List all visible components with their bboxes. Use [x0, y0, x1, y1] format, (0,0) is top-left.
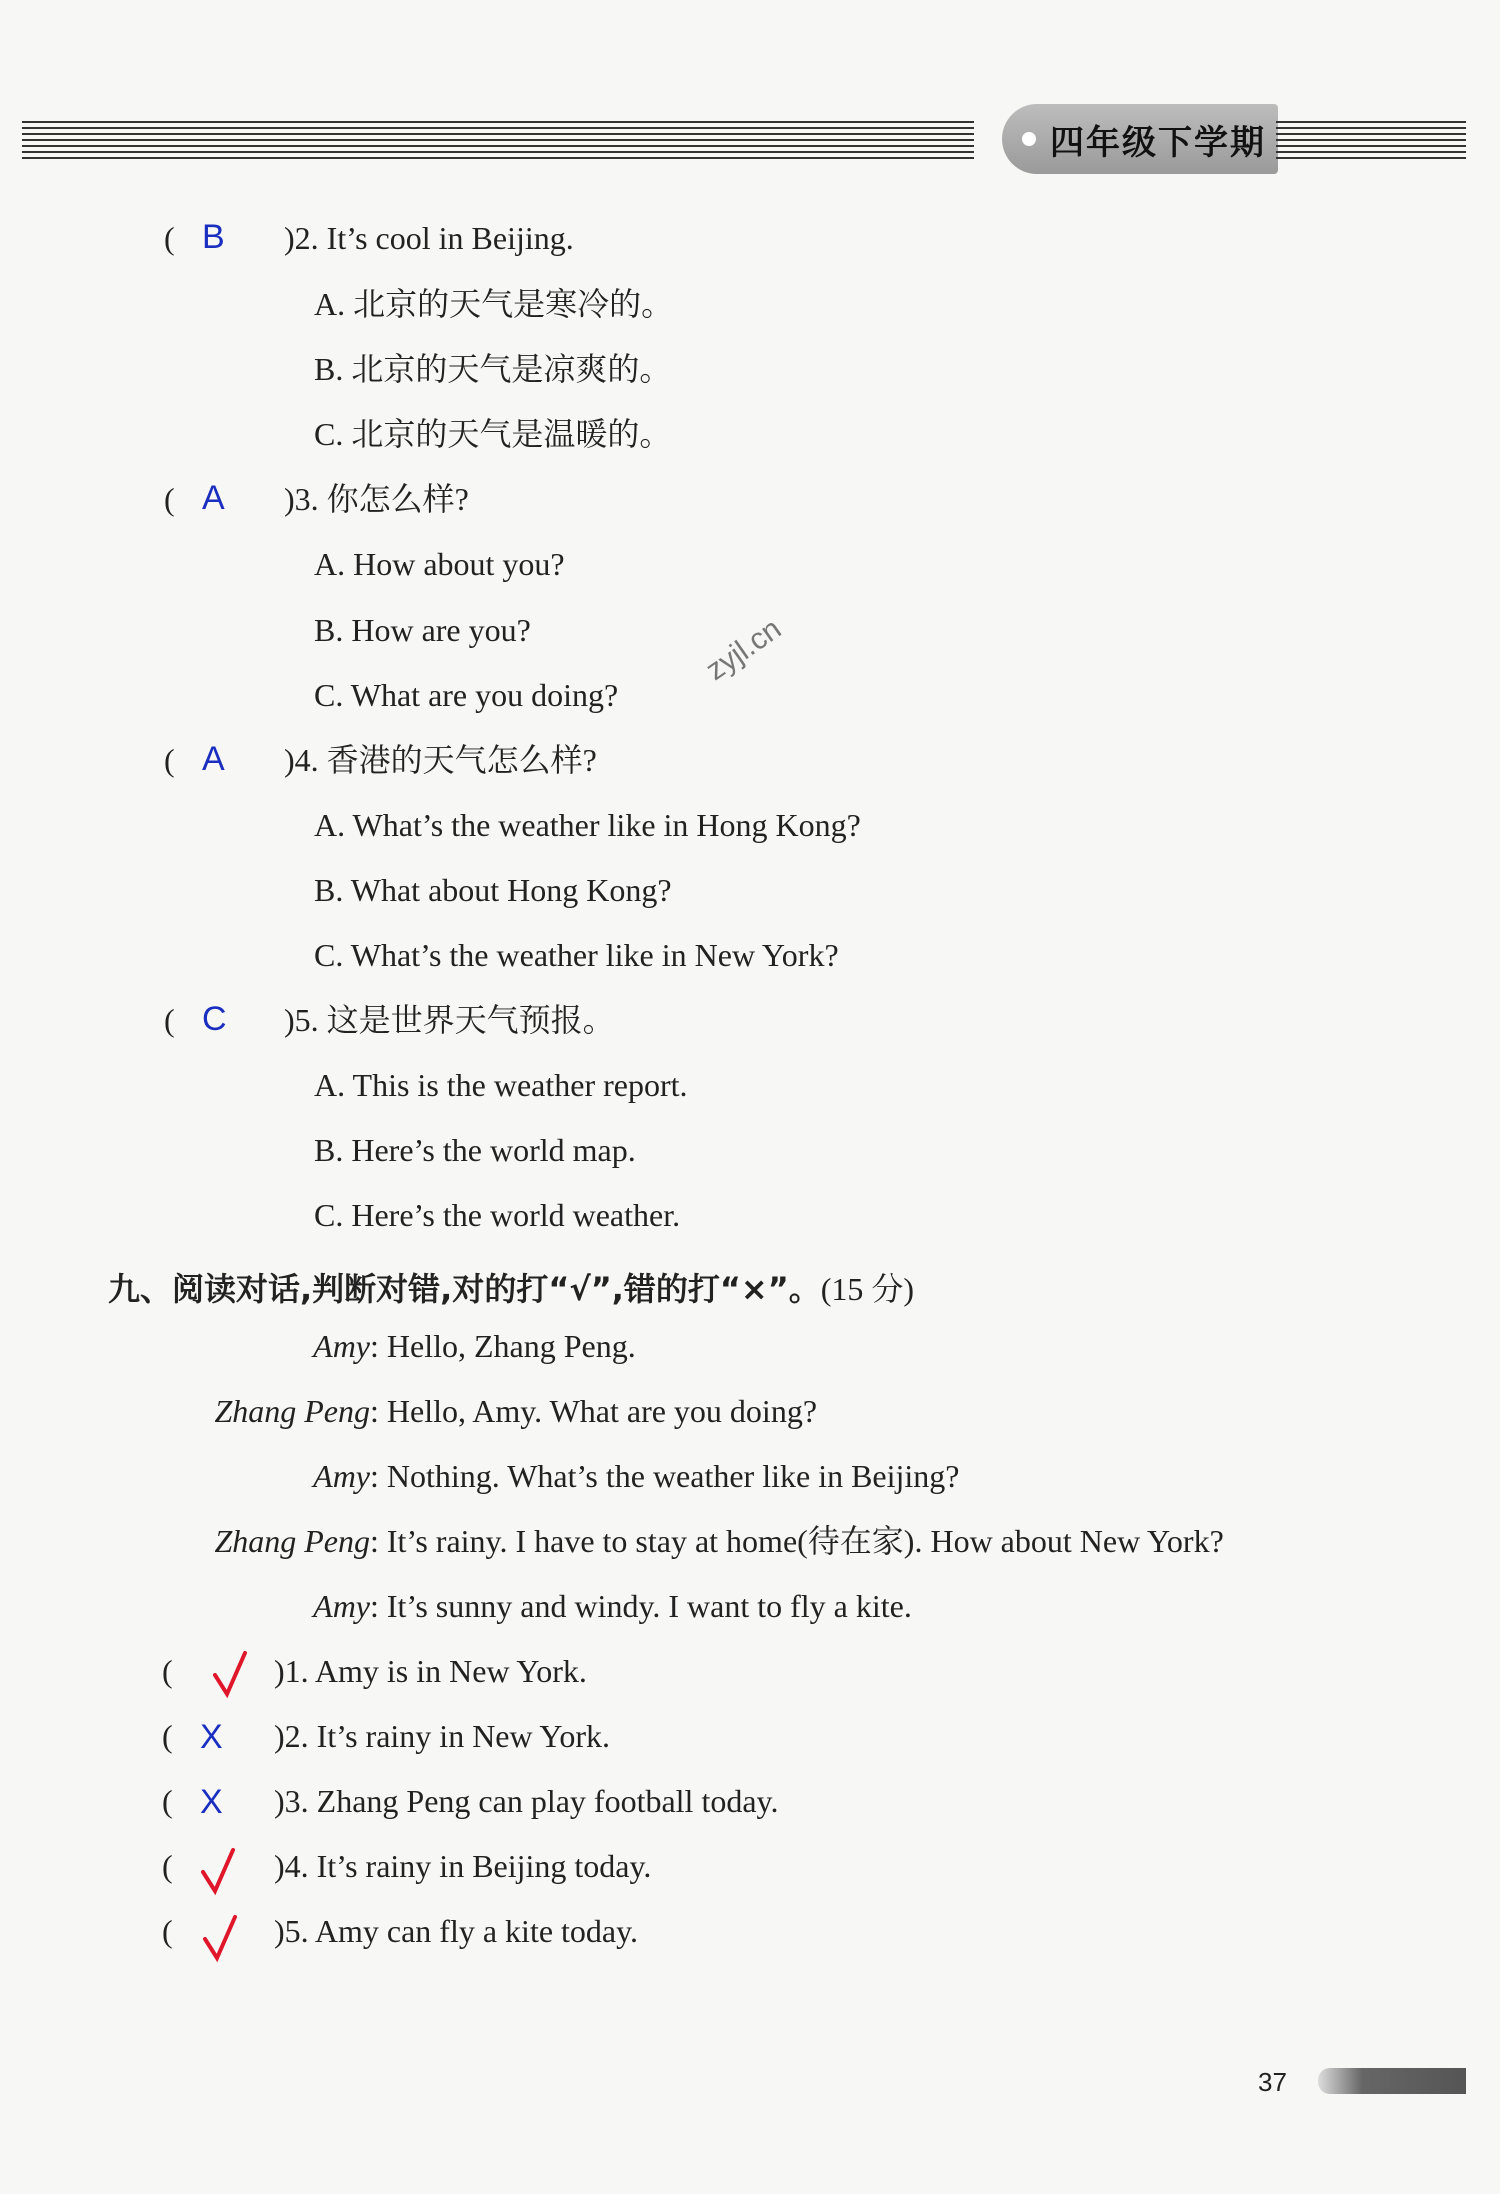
- dialogue-line: Amy: It’s sunny and windy. I want to fly a kite.: [120, 1590, 912, 1622]
- question-2: ( B )2. It’s cool in Beijing.: [164, 218, 574, 256]
- statement-text: )5. Amy can fly a kite today.: [274, 1913, 639, 1949]
- header-title: 四年级下学期: [1050, 122, 1266, 163]
- question-3: ( A )3. 你怎么样?: [164, 479, 469, 517]
- blue-x-mark-icon: X: [200, 1783, 223, 1821]
- option-a: A. This is the weather report.: [314, 1067, 688, 1103]
- question-stem: )2. It’s cool in Beijing.: [284, 220, 574, 256]
- dialogue-text: It’s rainy. I have to stay at home(待在家). How about New York?: [386, 1523, 1224, 1559]
- option-c: C. What are you doing?: [314, 677, 619, 713]
- answer-letter: A: [202, 479, 225, 517]
- statement-text: )2. It’s rainy in New York.: [274, 1718, 610, 1754]
- speaker-name: Amy: [313, 1328, 370, 1364]
- option-c: C. Here’s the world weather.: [314, 1197, 681, 1233]
- question-stem: )5. 这是世界天气预报。: [284, 1002, 615, 1038]
- dialogue-text: It’s sunny and windy. I want to fly a kite.: [386, 1588, 912, 1624]
- red-check-icon: [200, 1846, 236, 1896]
- dialogue-line: Zhang Peng: It’s rainy. I have to stay at home(待在家). How about New York?: [120, 1525, 1224, 1557]
- option-b: B. Here’s the world map.: [314, 1132, 636, 1168]
- red-check-icon: [212, 1649, 248, 1699]
- speaker-name: Zhang Peng: [214, 1523, 370, 1559]
- statement-5: ( )5. Amy can fly a kite today.: [162, 1915, 638, 1947]
- dialogue-text: Hello, Zhang Peng.: [386, 1328, 636, 1364]
- watermark: zyjl.cn: [700, 612, 788, 688]
- dialogue-line: Amy: Nothing. What’s the weather like in Beijing?: [120, 1460, 960, 1492]
- question-5: ( C )5. 这是世界天气预报。: [164, 1000, 615, 1038]
- dialogue-line: Zhang Peng: Hello, Amy. What are you doing?: [120, 1395, 817, 1427]
- page-number: 37: [1258, 2067, 1287, 2097]
- speaker-name: Amy: [313, 1588, 370, 1624]
- dialogue-text: Hello, Amy. What are you doing?: [386, 1393, 818, 1429]
- statement-4: ( )4. It’s rainy in Beijing today.: [162, 1850, 651, 1882]
- footer-bar: [1318, 2068, 1466, 2094]
- question-4: ( A )4. 香港的天气怎么样?: [164, 740, 597, 778]
- dialogue-text: Nothing. What’s the weather like in Beijing?: [386, 1458, 960, 1494]
- statement-3: ( X )3. Zhang Peng can play football today.: [162, 1783, 779, 1821]
- section-instructions: 九、阅读对话,判断对错,对的打“√”,错的打“×”。: [108, 1270, 821, 1308]
- option-b: B. What about Hong Kong?: [314, 872, 672, 908]
- speaker-name: Zhang Peng: [214, 1393, 370, 1429]
- option-a: A. 北京的天气是寒冷的。: [314, 286, 674, 322]
- option-a: A. What’s the weather like in Hong Kong?: [314, 807, 861, 843]
- answer-letter: B: [202, 218, 225, 256]
- answer-letter: C: [202, 1000, 227, 1038]
- header-tab: [1002, 104, 1278, 174]
- red-check-icon: [202, 1913, 238, 1963]
- option-b: B. 北京的天气是凉爽的。: [314, 351, 672, 387]
- statement-2: ( X )2. It’s rainy in New York.: [162, 1718, 610, 1756]
- option-a: A. How about you?: [314, 546, 565, 582]
- statement-text: )3. Zhang Peng can play football today.: [274, 1783, 779, 1819]
- statement-1: ( )1. Amy is in New York.: [162, 1655, 587, 1687]
- dialogue-line: Amy: Hello, Zhang Peng.: [120, 1330, 636, 1362]
- statement-text: )1. Amy is in New York.: [274, 1653, 587, 1689]
- section-title: [108, 1264, 914, 1310]
- bullet-dot-icon: [1022, 132, 1036, 146]
- question-stem: )4. 香港的天气怎么样?: [284, 742, 597, 778]
- answer-letter: A: [202, 740, 225, 778]
- question-stem: )3. 你怎么样?: [284, 481, 469, 517]
- blue-x-mark-icon: X: [200, 1718, 223, 1756]
- option-c: C. What’s the weather like in New York?: [314, 937, 839, 973]
- statement-text: )4. It’s rainy in Beijing today.: [274, 1848, 652, 1884]
- header-rule-right: [1276, 121, 1466, 159]
- option-c: C. 北京的天气是温暖的。: [314, 416, 672, 452]
- header-rule-left: [22, 121, 974, 159]
- option-b: B. How are you?: [314, 612, 531, 648]
- speaker-name: Amy: [313, 1458, 370, 1494]
- section-score: (15 分): [820, 1271, 915, 1307]
